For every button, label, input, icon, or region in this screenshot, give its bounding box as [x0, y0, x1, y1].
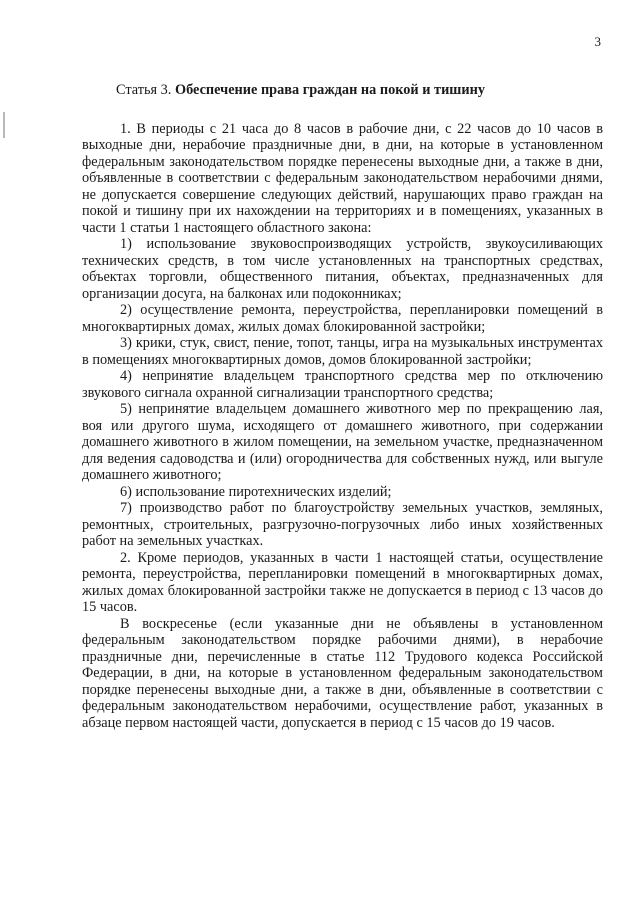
paragraph-part-2: 2. Кроме периодов, указанных в части 1 настоящей статьи, осуществление ремонта, переустройства, перепланировки помещений в многоквартирных домах, жилых домах блокированной застройки также не допускается в период с 13 часов до 15 часов.: [82, 549, 603, 615]
paragraph-item-7: 7) производство работ по благоустройству земельных участков, земляных, ремонтных, строительных, разгрузочно-погрузочных либо иных хозяйственных работ на земельных участках.: [82, 500, 603, 549]
paragraph-item-2: 2) осуществление ремонта, переустройства, перепланировки помещений в многоквартирных домах, жилых домах блокированной застройки;: [82, 302, 603, 335]
article-title: [82, 82, 603, 99]
page-number: 3: [594, 34, 601, 49]
paragraph-part-1: 1. В периоды с 21 часа до 8 часов в рабочие дни, с 22 часов до 10 часов в выходные дни, нерабочие праздничные дни, в дни, на которые в установленном федеральным законодательством порядке перенесены выходные дни, а также в дни, объявленные в соответствии с федеральным законодательством нерабочими днями, не допускается совершение следующих действий, нарушающих право граждан на покой и тишину при их нахождении на территориях и в помещениях, указанных в части 1 статьи 1 настоящего областного закона:: [82, 120, 603, 236]
paragraph-item-5: 5) непринятие владельцем домашнего животного мер по прекращению лая, воя или другого шума, исходящего от домашнего животного, при содержании домашнего животного в жилом помещении, на земельном участке, предназначенном для ведения садоводства и (или) огородничества для собственных нужд, или выгуле домашнего животного;: [82, 401, 603, 483]
paragraph-item-6: 6) использование пиротехнических изделий;: [120, 483, 392, 500]
paragraph-part-2-sunday: В воскресенье (если указанные дни не объявлены в установленном федеральным законодательством порядке рабочими днями), в нерабочие праздничные дни, перечисленные в статье 112 Трудового кодекса Российской Федерации, в дни, на которые в установленном федеральным законодательством порядке перенесены выходные дни, а также в дни, объявленные в соответствии с федеральным законодательством нерабочими, осуществление работ, указанных в абзаце первом настоящей части, допускается в период с 15 часов до 19 часов.: [82, 615, 603, 731]
paragraph-item-3: 3) крики, стук, свист, пение, топот, танцы, игра на музыкальных инструментах в помещениях многоквартирных домов, домов блокированной застройки;: [82, 335, 603, 368]
scan-edge-mark: [3, 112, 5, 138]
paragraph-item-1: 1) использование звуковоспроизводящих устройств, звукоусиливающих технических средств, в том числе установленных на транспортных средствах, объектах торговли, общественного питания, объектах, предназначенных для организации досуга, на балконах или подоконниках;: [82, 236, 603, 302]
document-body: [82, 82, 603, 731]
paragraph-item-4: 4) непринятие владельцем транспортного средства мер по отключению звукового сигнала охранной сигнализации транспортного средства;: [82, 368, 603, 401]
article-prefix: Статья 3.: [116, 82, 172, 98]
article-heading: Обеспечение права граждан на покой и тишину: [174, 82, 485, 98]
